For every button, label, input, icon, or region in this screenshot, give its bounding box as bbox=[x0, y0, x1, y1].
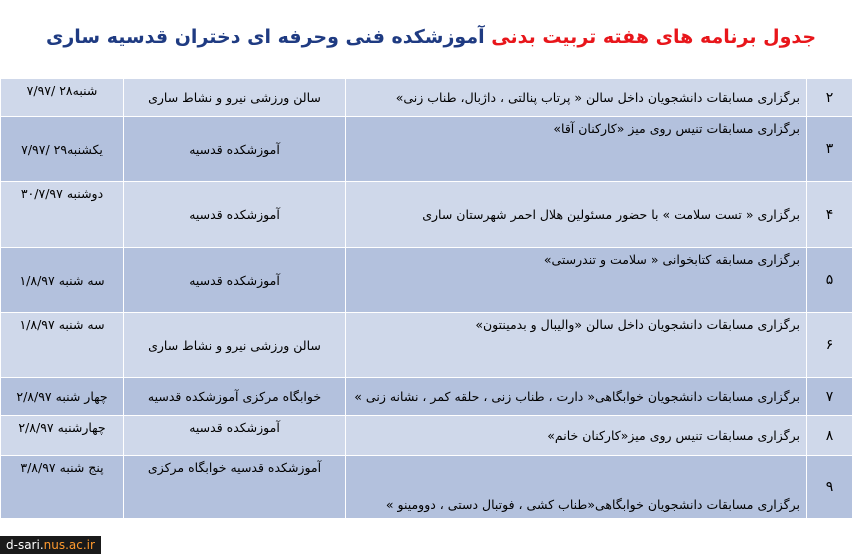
activity-cell: برگزاری مسابقات دانشجویان داخل سالن «والیبال و بدمینتون» bbox=[346, 313, 807, 378]
table-row bbox=[1, 416, 853, 456]
date-cell: شنبه۲۸ /۷/۹۷ bbox=[1, 79, 124, 117]
schedule-table bbox=[0, 78, 853, 519]
watermark-prefix: d-sari. bbox=[6, 538, 44, 552]
activity-cell: برگزاری مسابقات تنیس روی میز«کارکنان خانم» bbox=[346, 416, 807, 456]
location-cell: آموزشکده قدسیه bbox=[124, 117, 346, 182]
activity-cell: برگزاری « تست سلامت » با حضور مسئولین هلال احمر شهرستان ساری bbox=[346, 182, 807, 248]
date-cell: دوشنبه ۳۰/۷/۹۷ bbox=[1, 182, 124, 248]
watermark-domain: nus.ac.ir bbox=[43, 538, 95, 552]
date-cell: سه شنبه ۱/۸/۹۷ bbox=[1, 313, 124, 378]
row-number: ۹ bbox=[807, 456, 853, 519]
location-cell: آموزشکده قدسیه خوابگاه مرکزی bbox=[124, 456, 346, 519]
site-watermark bbox=[0, 536, 101, 554]
table-row bbox=[1, 313, 853, 378]
date-cell: چهارشنبه ۲/۸/۹۷ bbox=[1, 416, 124, 456]
location-cell: آموزشکده قدسیه bbox=[124, 416, 346, 456]
activity-cell: برگزاری مسابقات تنیس روی میز «کارکنان آقا» bbox=[346, 117, 807, 182]
table-row bbox=[1, 182, 853, 248]
location-cell: خوابگاه مرکزی آموزشکده قدسیه bbox=[124, 378, 346, 416]
row-number: ۴ bbox=[807, 182, 853, 248]
table-row bbox=[1, 248, 853, 313]
location-cell: آموزشکده قدسیه bbox=[124, 248, 346, 313]
activity-cell: برگزاری مسابقه کتابخوانی « سلامت و تندرستی» bbox=[346, 248, 807, 313]
row-number: ۶ bbox=[807, 313, 853, 378]
page-title bbox=[0, 26, 862, 48]
row-number: ۵ bbox=[807, 248, 853, 313]
activity-cell: برگزاری مسابقات دانشجویان خوابگاهی« دارت ، طناب زنی ، حلقه کمر ، نشانه زنی » bbox=[346, 378, 807, 416]
activity-cell: برگزاری مسابقات دانشجویان خوابگاهی«طناب کشی ، فوتبال دستی ، دوومینو » bbox=[346, 456, 807, 519]
table-row bbox=[1, 117, 853, 182]
row-number: ۳ bbox=[807, 117, 853, 182]
table-row bbox=[1, 79, 853, 117]
location-cell: سالن ورزشی نیرو و نشاط ساری bbox=[124, 313, 346, 378]
row-number: ۸ bbox=[807, 416, 853, 456]
table-row bbox=[1, 456, 853, 519]
date-cell: چهار شنبه ۲/۸/۹۷ bbox=[1, 378, 124, 416]
date-cell: سه شنبه ۱/۸/۹۷ bbox=[1, 248, 124, 313]
date-cell: پنج شنبه ۳/۸/۹۷ bbox=[1, 456, 124, 519]
title-part-2: آموزشکده فنی وحرفه ای دختران قدسیه ساری bbox=[45, 26, 485, 48]
table-row bbox=[1, 378, 853, 416]
title-part-1: جدول برنامه های هفته تربیت بدنی bbox=[491, 26, 817, 48]
location-cell: آموزشکده قدسیه bbox=[124, 182, 346, 248]
date-cell: یکشنبه۲۹ /۷/۹۷ bbox=[1, 117, 124, 182]
row-number: ۲ bbox=[807, 79, 853, 117]
row-number: ۷ bbox=[807, 378, 853, 416]
location-cell: سالن ورزشی نیرو و نشاط ساری bbox=[124, 79, 346, 117]
activity-cell: برگزاری مسابقات دانشجویان داخل سالن « پرتاب پنالتی ، داژبال، طناب زنی» bbox=[346, 79, 807, 117]
